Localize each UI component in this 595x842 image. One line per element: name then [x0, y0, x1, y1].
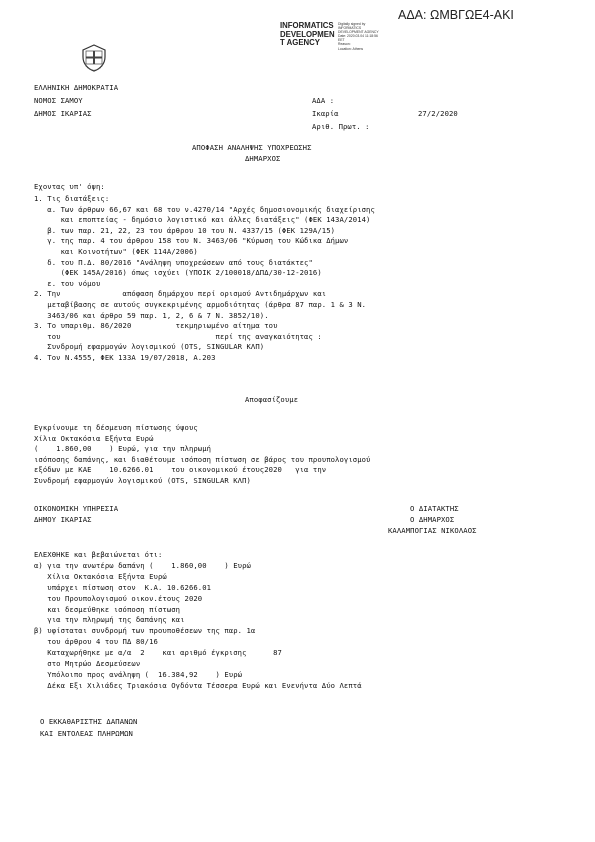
verification-line: του Προυπολογισμού οικον.έτους 2020	[34, 593, 203, 603]
verification-line: και δεσμεύθηκε ισόποση πίστωση	[34, 604, 181, 614]
page-subtitle: ΔΗΜΑΡΧΟΣ	[245, 154, 281, 163]
verification-line: ΕΛΕΧΘΗΚΕ και βεβαιώνεται ότι:	[34, 550, 163, 559]
verification-line: Υπόλοιπο προς ανάληψη ( 16.384,92 ) Ευρώ	[34, 669, 243, 679]
verification-line: υπάρχει πίστωση στον Κ.Α. 10.6266.01	[34, 582, 212, 592]
verification-line: Δέκα Εξι Χιλιάδες Τριακόσια Ογδόντα Τέσσερα Ευρώ και Ενενήντα Δύο Λεπτά	[34, 680, 362, 690]
consideration-line: 3. Το υπαριθμ. 86/2020 τεκμηριωμένο αίτημα του	[34, 321, 278, 331]
place: Ικαρία	[312, 109, 339, 118]
consideration-line: 2. Την απόφαση δημάρχου περί ορισμού Αντιδημάρχων και	[34, 289, 327, 299]
verification-line: για την πληρωμή της δαπάνης και	[34, 615, 185, 625]
consideration-line: 3463/06 και άρθρο 59 παρ. 1, 2, 6 & 7 Ν. 3852/10).	[34, 310, 269, 320]
consideration-line: μεταβίβασης σε αυτούς συγκεκριμένης αρμοδιότητας (άρθρα 87 παρ. 1 & 3 Ν.	[34, 300, 367, 309]
decide-heading: Αποφασίζουμε	[245, 395, 299, 404]
verification-line: Χίλια Οκτακόσια Εξήντα Ευρώ	[34, 571, 167, 581]
consideration-line: γ. της παρ. 4 του άρθρου 158 του Ν. 3463/06 "Κύρωση του Κώδικα Δήμων	[34, 236, 349, 246]
signatory-role: Ο ΔΗΜΑΡΧΟΣ	[410, 515, 455, 524]
consideration-line: 4. Τον Ν.4555, ΦΕΚ 133Α 19/07/2018, Α.203	[34, 353, 216, 362]
financial-service: ΟΙΚΟΝΟΜΙΚΗ ΥΠΗΡΕΣΙΑ	[34, 504, 119, 513]
decision-line: ισόποσης δαπάνης, και διαθέτουμε ισόποση πίστωση σε βάρος του προυπολογισμού	[34, 454, 371, 464]
consideration-line: 1. Τις διατάξεις:	[34, 194, 110, 203]
decision-line: εξόδων με ΚΑΕ 10.6266.01 του οικονομικού έτους2020 για την	[34, 465, 327, 475]
payment-officer-title: ΚΑΙ ΕΝΤΟΛΕΑΣ ΠΛΗΡΩΜΩΝ	[40, 729, 133, 738]
protocol-number: Αριθ. Πρωτ. :	[312, 122, 370, 131]
logo-line: DEVELOPMEN	[280, 29, 335, 39]
digital-signature-text: Digitally signed by INFORMATICS DEVELOPMENT AGENCY Date: 2020.03.04 11:18:56 EET Reason: Location: Athens	[338, 22, 379, 51]
page-title: ΑΠΟΦΑΣΗ ΑΝΑΛΗΨΗΣ ΥΠΟΧΡΕΩΣΗΣ	[192, 143, 312, 152]
consideration-line: α. Των άρθρων 66,67 και 68 του ν.4270/14 "Αρχές δημοσιονομικής διαχείρισης	[34, 204, 375, 214]
ada-stamp: ΑΔΑ: ΩΜΒΓΩΕ4-ΑΚΙ	[398, 8, 514, 22]
consideration-line: (ΦΕΚ 145Α/2016) όπως ισχύει (ΥΠΟΙΚ 2/100018/ΔΠΔ/30-12-2016)	[34, 268, 322, 278]
consideration-line: και Κοινοτήτων" (ΦΕΚ 114Α/2006)	[34, 247, 198, 256]
decision-line: Συνδρομή εφαρμογών λογισμικού (OTS, SINGULAR ΚΛΠ)	[34, 476, 251, 485]
date: 27/2/2020	[418, 109, 458, 118]
financial-service-municipality: ΔΗΜΟΥ ΙΚΑΡΙΑΣ	[34, 515, 92, 524]
consideration-line: και εποπτείας - δημόσιο λογιστικό και άλλες διατάξεις" (ΦΕΚ 143Α/2014)	[34, 215, 371, 225]
consideration-line: ε. του νόμου	[34, 278, 101, 288]
consideration-line: δ. του Π.Δ. 80/2016 "Ανάληψη υποχρεώσεων από τους διατάκτες"	[34, 257, 313, 267]
decision-line: ( 1.860,00 ) Ευρώ, για την πληρωμή	[34, 444, 212, 454]
decision-line: Εγκρίνουμε τη δέσμευση πίστωσης ύψους	[34, 423, 198, 432]
header-prefecture: ΝΟΜΟΣ ΣΑΜΟΥ	[34, 96, 83, 105]
verification-line: α) για την ανωτέρω δαπάνη ( 1.860,00 ) Ευρώ	[34, 560, 251, 570]
logo-line: T AGENCY	[280, 38, 320, 48]
verification-line: στο Μητρώο Δεσμεύσεων	[34, 659, 141, 668]
header-municipality: ΔΗΜΟΣ ΙΚΑΡΙΑΣ	[34, 109, 92, 118]
informatics-logo	[280, 22, 335, 48]
verification-line: του άρθρου 4 του ΠΔ 80/16	[34, 637, 158, 647]
header-republic: ΕΛΛΗΝΙΚΗ ΔΗΜΟΚΡΑΤΙΑ	[34, 83, 119, 92]
consideration-line: Συνδρομή εφαρμογών λογισμικού (OTS, SINGULAR ΚΛΠ)	[34, 342, 265, 352]
clearer-title: Ο ΕΚΚΑΘΑΡΙΣΤΗΣ ΔΑΠΑΝΩΝ	[40, 717, 138, 726]
consideration-line: β. των παρ. 21, 22, 23 του άρθρου 10 του Ν. 4337/15 (ΦΕΚ 129Α/15)	[34, 225, 336, 235]
greek-state-crest-icon	[80, 44, 108, 72]
decision-line: Χίλια Οκτακόσια Εξήντα Ευρώ	[34, 433, 154, 443]
verification-line: β) υφίσταται συνδρομή των προυποθέσεων της παρ. 1α	[34, 626, 256, 636]
logo-line: INFORMATICS	[280, 21, 334, 30]
ada-label: ΑΔΑ :	[312, 96, 335, 105]
verification-line: Καταχωρήθηκε με α/α 2 και αριθμό έγκρισης 87	[34, 648, 282, 658]
signatory-title: Ο ΔΙΑΤΑΚΤΗΣ	[410, 504, 459, 513]
intro: Εχοντας υπ' όψη:	[34, 182, 105, 191]
consideration-line: του περί της αναγκαιότητας :	[34, 331, 322, 341]
signatory-name: ΚΑΛΑΜΠΟΓΙΑΣ ΝΙΚΟΛΑΟΣ	[388, 526, 477, 535]
